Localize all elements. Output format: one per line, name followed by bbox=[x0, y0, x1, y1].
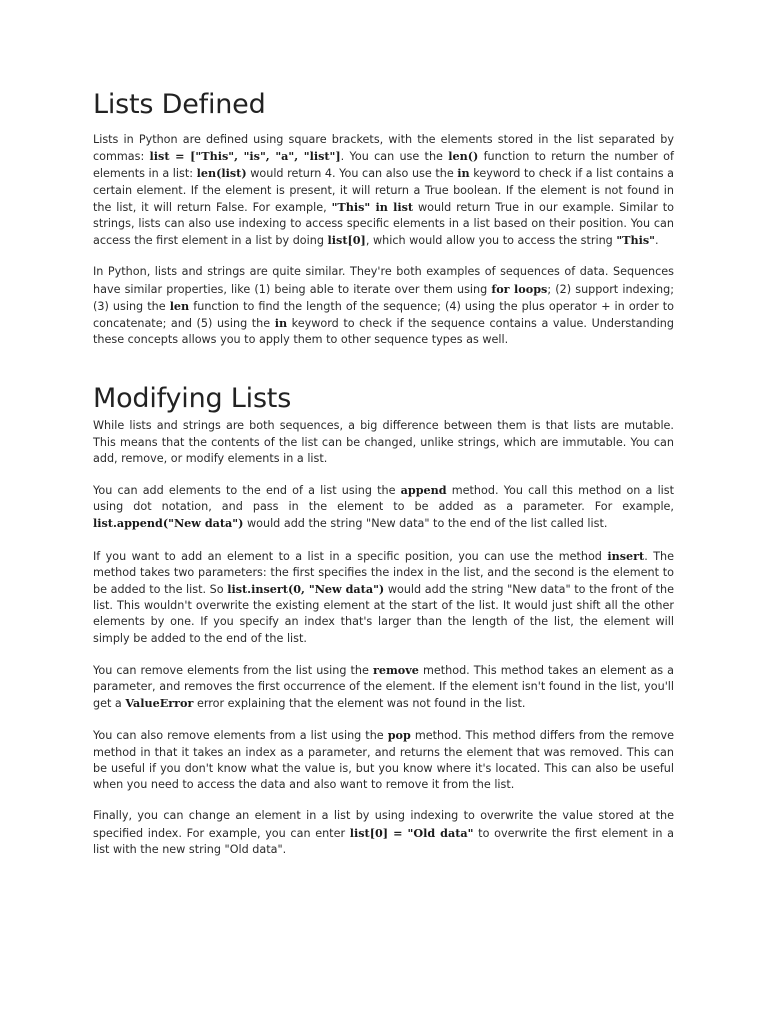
text-run: . The method takes two parameters: the first specifies the index in the list, and the second is the element to be added to the list. So bbox=[93, 549, 675, 597]
text-run: would add the string "New data" to the end of the list called list. bbox=[243, 517, 608, 531]
text-run: method. This method differs from the remove method in that it takes an index as a parameter, and returns the element that was removed. This can be useful if you don't know what the value is, but you know where it's located. This can also be useful when you need to access the data and also want to remove it from the list. bbox=[93, 729, 674, 792]
text-run: error explaining that the element was not found in the list. bbox=[193, 697, 526, 711]
inline-code: for loops bbox=[491, 281, 548, 296]
inline-code: remove bbox=[372, 662, 419, 677]
text-run: You can add elements to the end of a list using the bbox=[93, 484, 401, 498]
text-run: Finally, you can change an element in a list by using indexing to overwrite the value stored at the specified index. For example, you can enter bbox=[93, 809, 674, 840]
inline-code: in bbox=[457, 166, 470, 181]
inline-code: ValueError bbox=[125, 696, 194, 711]
inline-code: in bbox=[274, 316, 288, 331]
text-run: would add the string "New data" to the front of the list. This wouldn't overwrite the existing element at the start of the list. It would just shift all the other elements by one. If you specify an index that's larger than the length of the list, the element will simply be added to the end of the list. bbox=[93, 583, 675, 645]
paragraph-modifying-lists-insert bbox=[93, 548, 674, 647]
section-heading-modifying-lists: Modifying Lists bbox=[93, 383, 292, 415]
text-run: . You can use the bbox=[340, 150, 449, 164]
text-run: method. You call this method on a list using dot notation, and pass in the element to be added as a parameter. For example, bbox=[93, 484, 674, 514]
text-run: If you want to add an element to a list in a specific position, you can use the method bbox=[93, 549, 608, 563]
inline-code: append bbox=[400, 483, 447, 498]
text-run: You can also remove elements from a list using the bbox=[93, 729, 388, 743]
text-run: keyword to check if the sequence contains a value. Understanding these concepts allows you to apply them to other sequence types as well. bbox=[93, 317, 674, 347]
paragraph-modifying-lists-remove bbox=[93, 662, 674, 713]
text-run: . bbox=[655, 234, 659, 248]
paragraph-modifying-lists-append bbox=[93, 482, 674, 533]
text-run: would return True in our example. Similar to strings, lists can also use indexing to access specific elements in a list based on their position. You can access the first element in a list by doing bbox=[93, 200, 674, 248]
text-run: In Python, lists and strings are quite similar. They're both examples of sequences of data. Sequences have similar properties, like (1) being able to iterate over them using bbox=[93, 265, 674, 296]
paragraph-lists-defined-1 bbox=[93, 132, 674, 249]
paragraph-modifying-lists-index bbox=[93, 808, 674, 858]
text-run: keyword to check if a list contains a certain element. If the element is present, it will return a True boolean. If the element is not found in the list, it will return False. For example, bbox=[93, 167, 675, 214]
inline-code: len(list) bbox=[196, 166, 247, 181]
paragraph-modifying-lists-1 bbox=[93, 418, 674, 467]
inline-code: list = ["This", "is", "a", "list"] bbox=[149, 149, 341, 164]
inline-code: len bbox=[169, 298, 190, 313]
inline-code: len() bbox=[448, 149, 479, 164]
text-run: Lists in Python are defined using square brackets, with the elements stored in the list separated by commas: bbox=[93, 133, 674, 164]
paragraph-lists-defined-2 bbox=[93, 264, 674, 348]
inline-code: pop bbox=[387, 728, 411, 743]
text-run: , which would allow you to access the string bbox=[365, 234, 617, 248]
text-run: ; (2) support indexing; (3) using the bbox=[93, 282, 675, 313]
inline-code: "This" in list bbox=[331, 199, 414, 214]
text-run: to overwrite the first element in a list with the new string "Old data". bbox=[93, 826, 675, 856]
text-run: function to find the length of the sequence; (4) using the plus operator + in order to concatenate; and (5) using the bbox=[93, 299, 674, 331]
text-run: You can remove elements from the list using the bbox=[93, 663, 373, 677]
inline-code: list.insert(0, "New data") bbox=[227, 582, 385, 597]
text-run: function to return the number of elements in a list: bbox=[93, 150, 674, 181]
inline-code: "This" bbox=[616, 233, 656, 248]
section-heading-lists-defined: Lists Defined bbox=[93, 89, 266, 120]
inline-code: list[0] bbox=[327, 233, 366, 248]
inline-code: list[0] = "Old data" bbox=[349, 825, 474, 840]
inline-code: insert bbox=[607, 548, 645, 563]
text-run: While lists and strings are both sequences, a big difference between them is that lists are mutable. This means that the contents of the list can be changed, unlike strings, which are immutable. You can add, remove, or modify elements in a list. bbox=[93, 419, 674, 465]
text-run: would return 4. You can also use the bbox=[246, 167, 458, 181]
text-run: method. This method takes an element as a parameter, and removes the first occurrence of the element. If the element isn't found in the list, you'll get a bbox=[93, 663, 675, 711]
paragraph-modifying-lists-pop bbox=[93, 727, 674, 793]
inline-code: list.append("New data") bbox=[93, 516, 244, 531]
